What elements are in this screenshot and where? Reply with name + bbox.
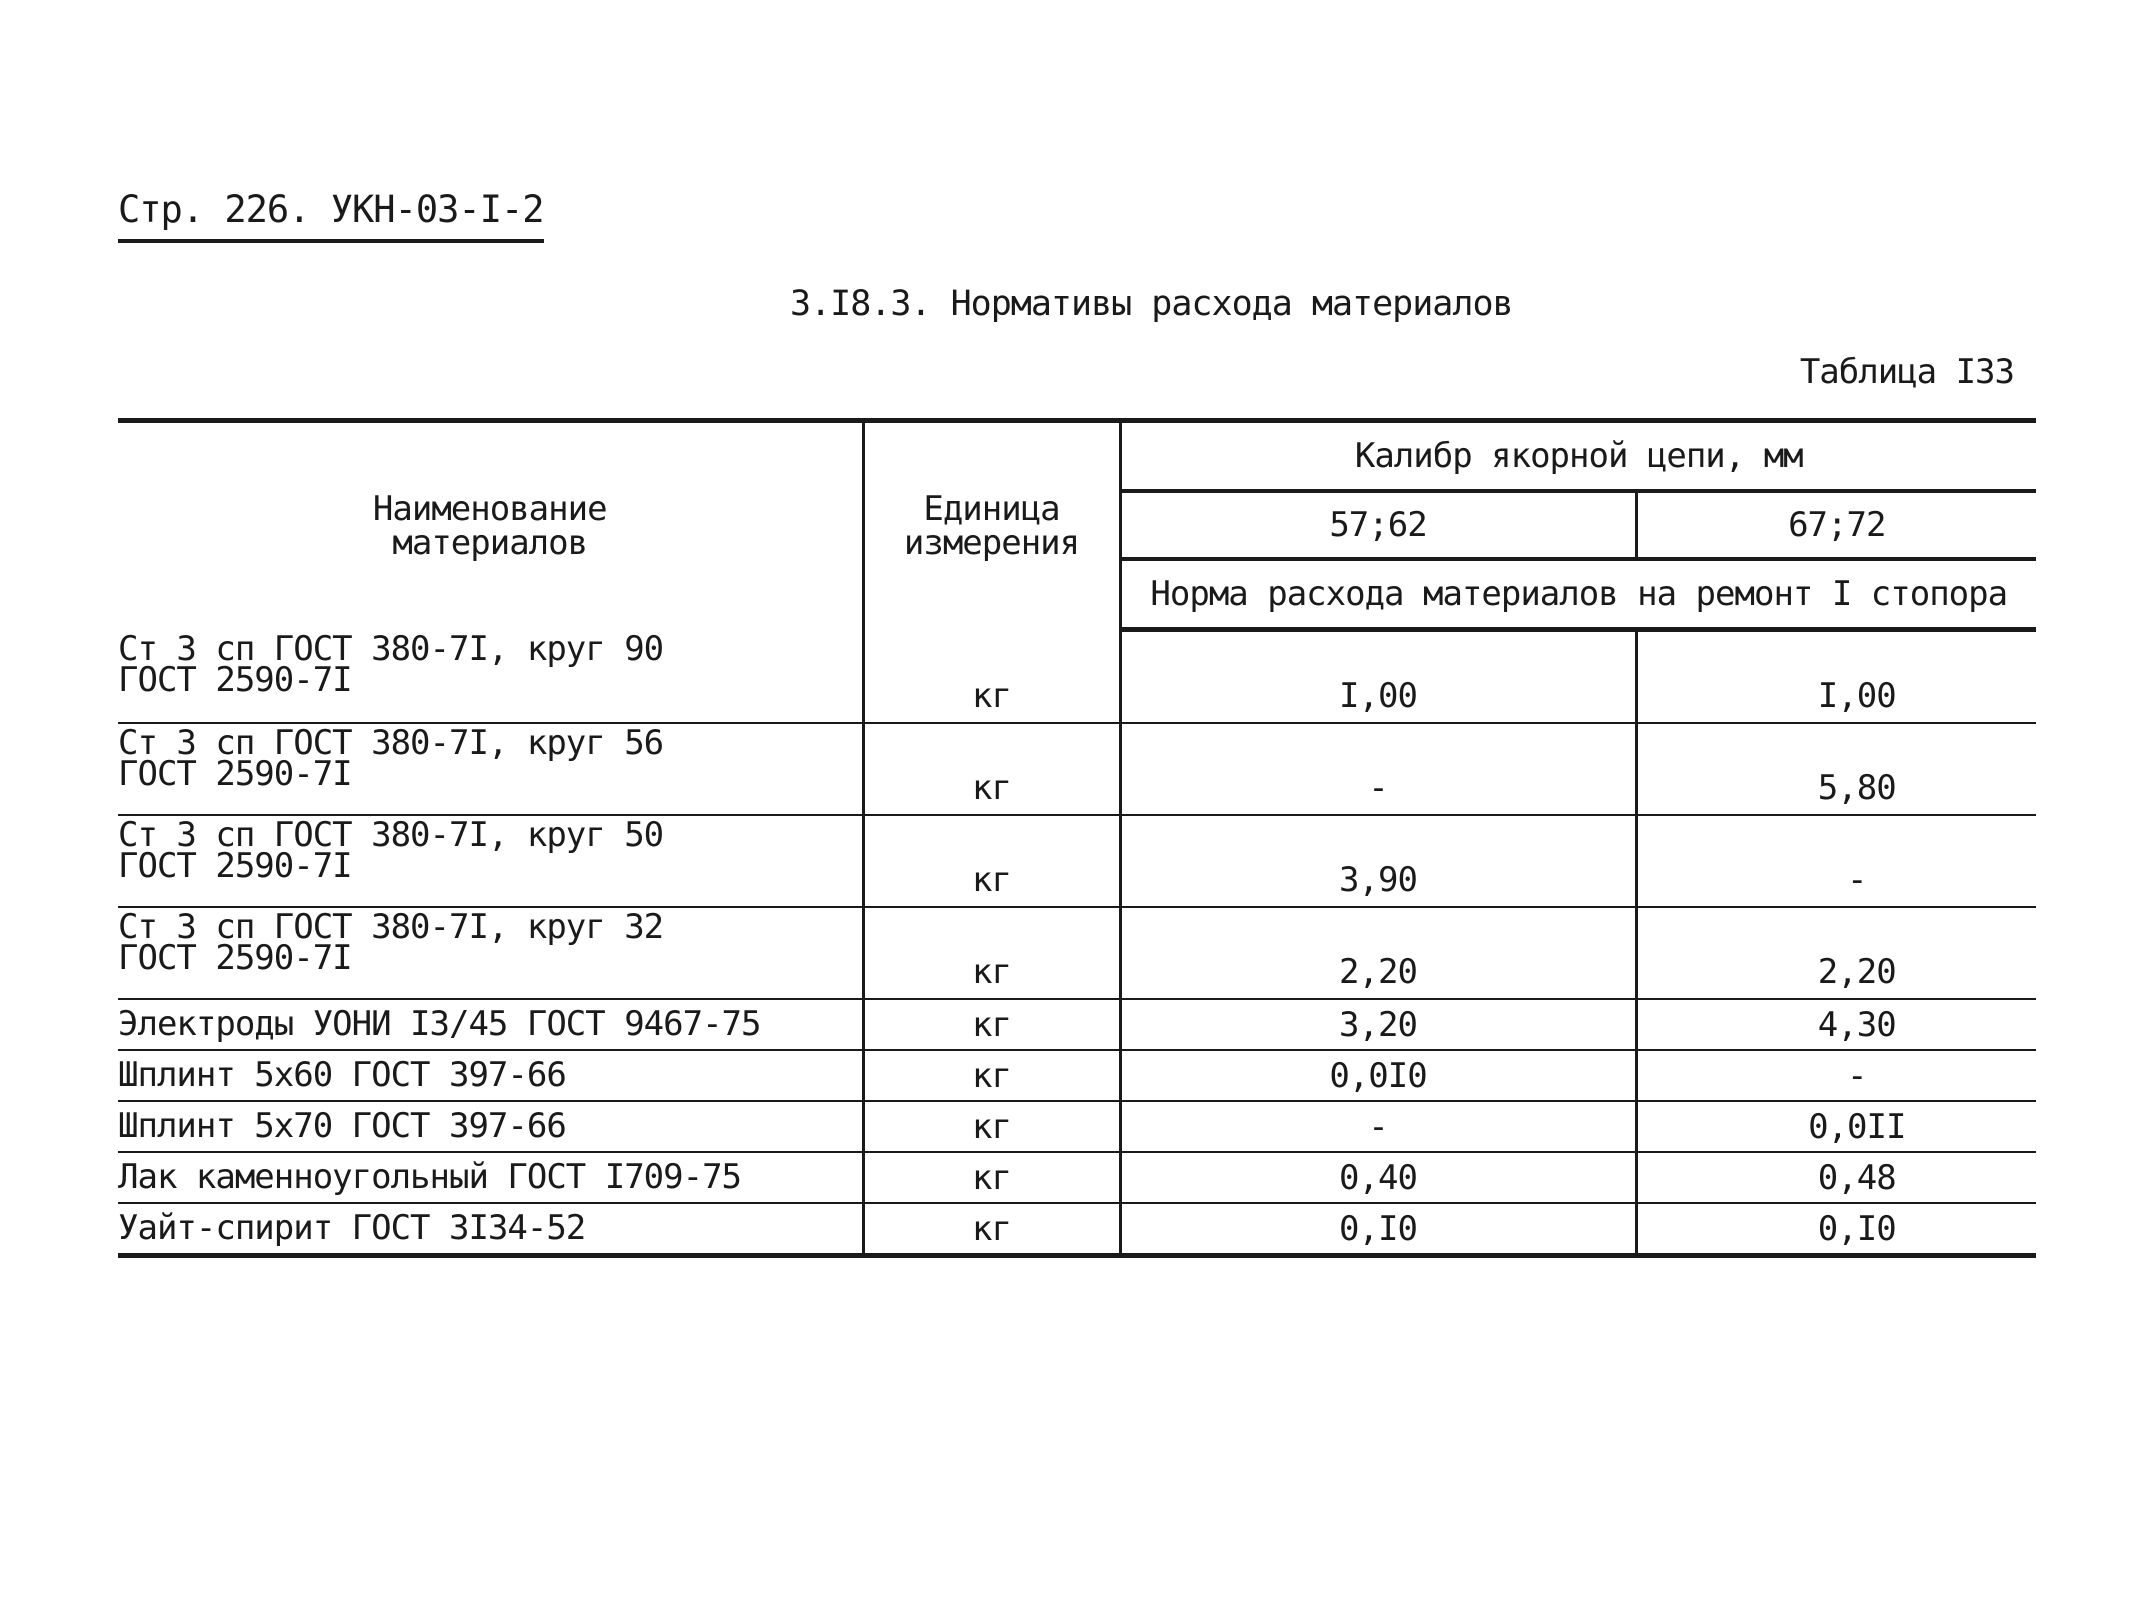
table-row (118, 815, 2036, 907)
unit-cell: кг (863, 1152, 1120, 1203)
value-67-72: 0,48 (1636, 1152, 2036, 1203)
header-material-name-line2: материалов (392, 523, 588, 564)
unit-cell: кг (863, 723, 1120, 815)
unit-cell: кг (863, 1101, 1120, 1152)
material-name (118, 815, 863, 907)
header-material-name (118, 421, 863, 630)
table-label: Таблица I33 (1799, 352, 2014, 392)
material-name-line1: Ст 3 сп ГОСТ 380-7I, круг 90 (118, 628, 664, 669)
materials-norms-table (118, 418, 2036, 1258)
value-57-62: 2,20 (1120, 907, 1636, 999)
material-name: Шплинт 5х60 ГОСТ 397-66 (118, 1050, 863, 1101)
unit-cell: кг (863, 1050, 1120, 1101)
value-67-72: - (1636, 815, 2036, 907)
unit-cell: кг (863, 907, 1120, 999)
value-67-72: 5,80 (1636, 723, 2036, 815)
value-67-72: 0,I0 (1636, 1203, 2036, 1256)
header-norm: Норма расхода материалов на ремонт I стопора (1120, 559, 2036, 630)
header-unit (863, 421, 1120, 630)
table-row (118, 1101, 2036, 1152)
material-name: Шплинт 5х70 ГОСТ 397-66 (118, 1101, 863, 1152)
value-67-72: 2,20 (1636, 907, 2036, 999)
table-row (118, 723, 2036, 815)
value-57-62: I,00 (1120, 630, 1636, 724)
value-57-62: 3,20 (1120, 999, 1636, 1050)
value-57-62: 0,40 (1120, 1152, 1636, 1203)
header-unit-line2: измерения (903, 523, 1080, 564)
material-name-line1: Ст 3 сп ГОСТ 380-7I, круг 32 (118, 907, 664, 947)
unit-cell: кг (863, 1203, 1120, 1256)
table-row (118, 1050, 2036, 1101)
value-57-62: - (1120, 723, 1636, 815)
page-reference: Стр. 226. УКН-03-I-2 (118, 188, 544, 243)
table-row (118, 907, 2036, 999)
header-size-67-72: 67;72 (1636, 491, 2036, 559)
value-57-62: 0,I0 (1120, 1203, 1636, 1256)
table-row (118, 1203, 2036, 1256)
table-row (118, 630, 2036, 724)
material-name-line1: Ст 3 сп ГОСТ 380-7I, круг 56 (118, 723, 664, 763)
table-row (118, 999, 2036, 1050)
value-57-62: 0,0I0 (1120, 1050, 1636, 1101)
material-name-line1: Ст 3 сп ГОСТ 380-7I, круг 50 (118, 815, 664, 855)
value-67-72: 0,0II (1636, 1101, 2036, 1152)
unit-cell: кг (863, 630, 1120, 724)
material-name-line2: ГОСТ 2590-7I (118, 659, 352, 700)
material-name-line2: ГОСТ 2590-7I (118, 754, 352, 794)
material-name-line2: ГОСТ 2590-7I (118, 846, 352, 886)
value-57-62: 3,90 (1120, 815, 1636, 907)
table-row (118, 1152, 2036, 1203)
value-67-72: I,00 (1636, 630, 2036, 724)
value-67-72: 4,30 (1636, 999, 2036, 1050)
header-row-caliber (118, 421, 2036, 492)
value-67-72: - (1636, 1050, 2036, 1101)
unit-cell: кг (863, 999, 1120, 1050)
header-caliber: Калибр якорной цепи, мм (1120, 421, 2036, 492)
value-57-62: - (1120, 1101, 1636, 1152)
material-name (118, 907, 863, 999)
material-name (118, 630, 863, 724)
header-size-57-62: 57;62 (1120, 491, 1636, 559)
material-name (118, 723, 863, 815)
material-name: Лак каменноугольный ГОСТ I709-75 (118, 1152, 863, 1203)
unit-cell: кг (863, 815, 1120, 907)
header-material-name-line1: Наименование (372, 489, 607, 530)
material-name-line2: ГОСТ 2590-7I (118, 938, 352, 978)
material-name: Электроды УОНИ I3/45 ГОСТ 9467-75 (118, 999, 863, 1050)
header-unit-line1: Единица (923, 489, 1060, 530)
section-title: 3.I8.3. Нормативы расхода материалов (790, 284, 1513, 324)
material-name: Уайт-спирит ГОСТ 3I34-52 (118, 1203, 863, 1256)
